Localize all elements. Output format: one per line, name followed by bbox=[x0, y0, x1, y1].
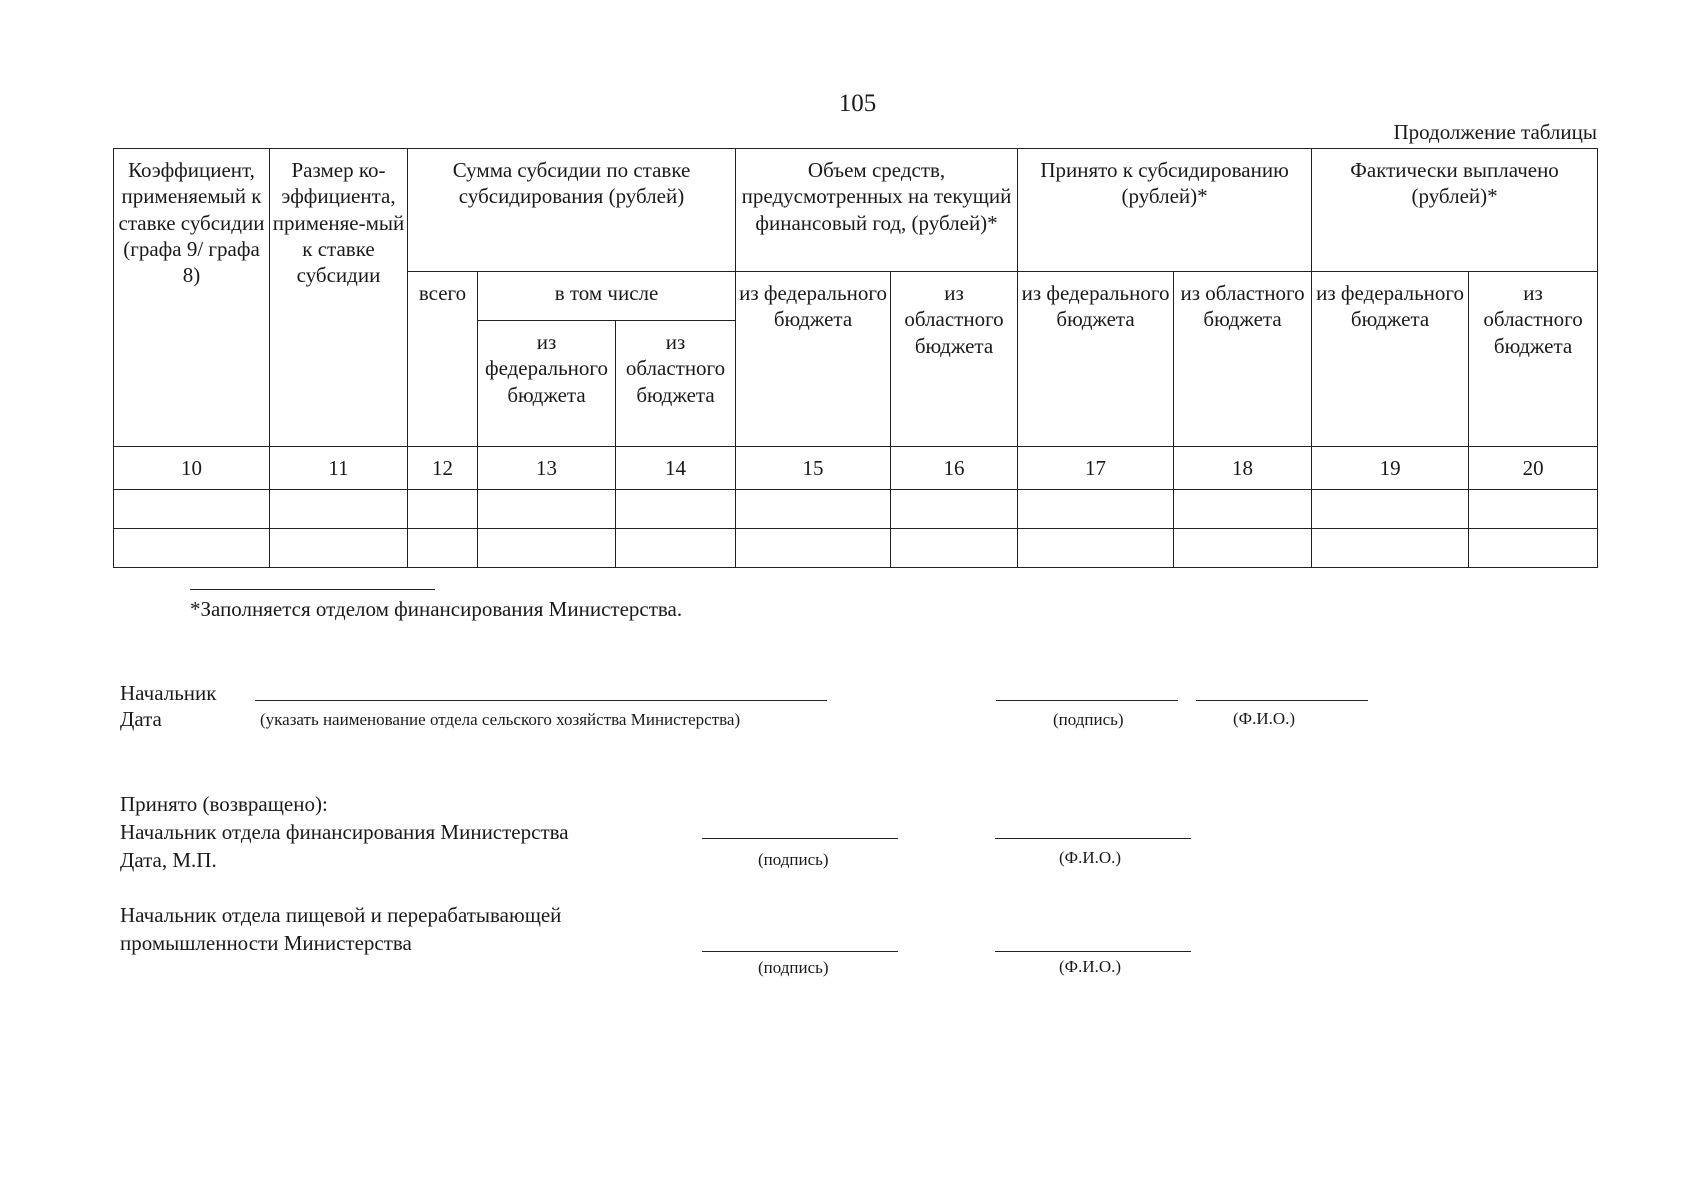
header-accepted: Принято к субсидированию (рублей)* bbox=[1018, 149, 1312, 272]
column-number: 12 bbox=[408, 447, 478, 490]
header-accepted-regional: из областного бюджета bbox=[1174, 272, 1312, 447]
name-caption: (Ф.И.О.) bbox=[1059, 957, 1122, 976]
header-sum-regional: из областного бюджета bbox=[616, 321, 736, 447]
header-accepted-federal: из федерального бюджета bbox=[1018, 272, 1174, 447]
header-volume-federal: из федерального бюджета bbox=[736, 272, 891, 447]
header-sum-federal: из федерального бюджета bbox=[478, 321, 616, 447]
column-number: 18 bbox=[1174, 447, 1312, 490]
name-caption: (Ф.И.О.) bbox=[1233, 709, 1296, 728]
column-number: 11 bbox=[270, 447, 408, 490]
table-cell bbox=[408, 529, 478, 568]
header-volume-regional: из областного бюджета bbox=[891, 272, 1018, 447]
column-number: 16 bbox=[891, 447, 1018, 490]
head-label: Начальник bbox=[120, 681, 217, 705]
signature-line bbox=[702, 951, 898, 952]
finance-head-label: Начальник отдела финансирования Министерства bbox=[120, 820, 569, 844]
table-cell bbox=[478, 529, 616, 568]
table-cell bbox=[114, 529, 270, 568]
subsidy-table bbox=[113, 148, 1598, 568]
department-line bbox=[255, 700, 827, 701]
table-cell bbox=[616, 529, 736, 568]
signature-caption: (подпись) bbox=[758, 958, 829, 977]
table-cell bbox=[1469, 490, 1598, 529]
table-cell bbox=[1312, 529, 1469, 568]
table-cell bbox=[408, 490, 478, 529]
footnote: *Заполняется отделом финансирования Министерства. bbox=[190, 597, 683, 621]
column-number: 15 bbox=[736, 447, 891, 490]
header-paid-federal: из федерального бюджета bbox=[1312, 272, 1469, 447]
header-actually-paid: Фактически выплачено (рублей)* bbox=[1312, 149, 1598, 272]
table-cell bbox=[1469, 529, 1598, 568]
footnote-rule bbox=[190, 589, 435, 590]
table-continuation-label: Продолжение таблицы bbox=[1393, 120, 1597, 144]
date-label: Дата bbox=[120, 707, 162, 731]
header-sum-including: в том числе bbox=[478, 272, 736, 321]
table-cell bbox=[270, 490, 408, 529]
table-cell bbox=[1018, 490, 1174, 529]
column-number: 13 bbox=[478, 447, 616, 490]
food-dept-head-label-2: промышленности Министерства bbox=[120, 931, 412, 955]
name-caption: (Ф.И.О.) bbox=[1059, 848, 1122, 867]
column-number: 20 bbox=[1469, 447, 1598, 490]
table-cell bbox=[736, 529, 891, 568]
column-number: 10 bbox=[114, 447, 270, 490]
header-funds-volume: Объем средств, предусмотренных на текущий финансовый год, (рублей)* bbox=[736, 149, 1018, 272]
table-cell bbox=[891, 490, 1018, 529]
food-dept-head-label: Начальник отдела пищевой и перерабатывающей bbox=[120, 903, 562, 927]
department-caption: (указать наименование отдела сельского хозяйства Министерства) bbox=[260, 710, 741, 729]
signature-line bbox=[702, 838, 898, 839]
header-subsidy-sum: Сумма субсидии по ставке субсидирования (рублей) bbox=[408, 149, 736, 272]
column-number: 19 bbox=[1312, 447, 1469, 490]
table-cell bbox=[1174, 490, 1312, 529]
signature-line bbox=[996, 700, 1178, 701]
signature-caption: (подпись) bbox=[758, 850, 829, 869]
name-line bbox=[995, 951, 1191, 952]
column-number: 17 bbox=[1018, 447, 1174, 490]
name-line bbox=[995, 838, 1191, 839]
table-row bbox=[114, 529, 1598, 568]
table-cell bbox=[1018, 529, 1174, 568]
column-numbers-row bbox=[114, 447, 1598, 490]
page-number: 105 bbox=[838, 90, 877, 117]
header-coefficient-size: Размер ко-эффициента, применяе-мый к ставке субсидии bbox=[270, 149, 408, 447]
table-cell bbox=[1312, 490, 1469, 529]
accepted-label: Принято (возвращено): bbox=[120, 792, 328, 816]
table-cell bbox=[1174, 529, 1312, 568]
column-number: 14 bbox=[616, 447, 736, 490]
table-row bbox=[114, 490, 1598, 529]
header-paid-regional: из областного бюджета bbox=[1469, 272, 1598, 447]
table-cell bbox=[736, 490, 891, 529]
date-seal-label: Дата, М.П. bbox=[120, 848, 217, 872]
table-cell bbox=[478, 490, 616, 529]
table-cell bbox=[270, 529, 408, 568]
table-cell bbox=[616, 490, 736, 529]
table-cell bbox=[114, 490, 270, 529]
name-line bbox=[1196, 700, 1368, 701]
signature-caption: (подпись) bbox=[1053, 710, 1124, 729]
header-coefficient: Коэффициент, применяемый к ставке субсидии (графа 9/ графа 8) bbox=[114, 149, 270, 447]
table-cell bbox=[891, 529, 1018, 568]
header-sum-total: всего bbox=[408, 272, 478, 447]
